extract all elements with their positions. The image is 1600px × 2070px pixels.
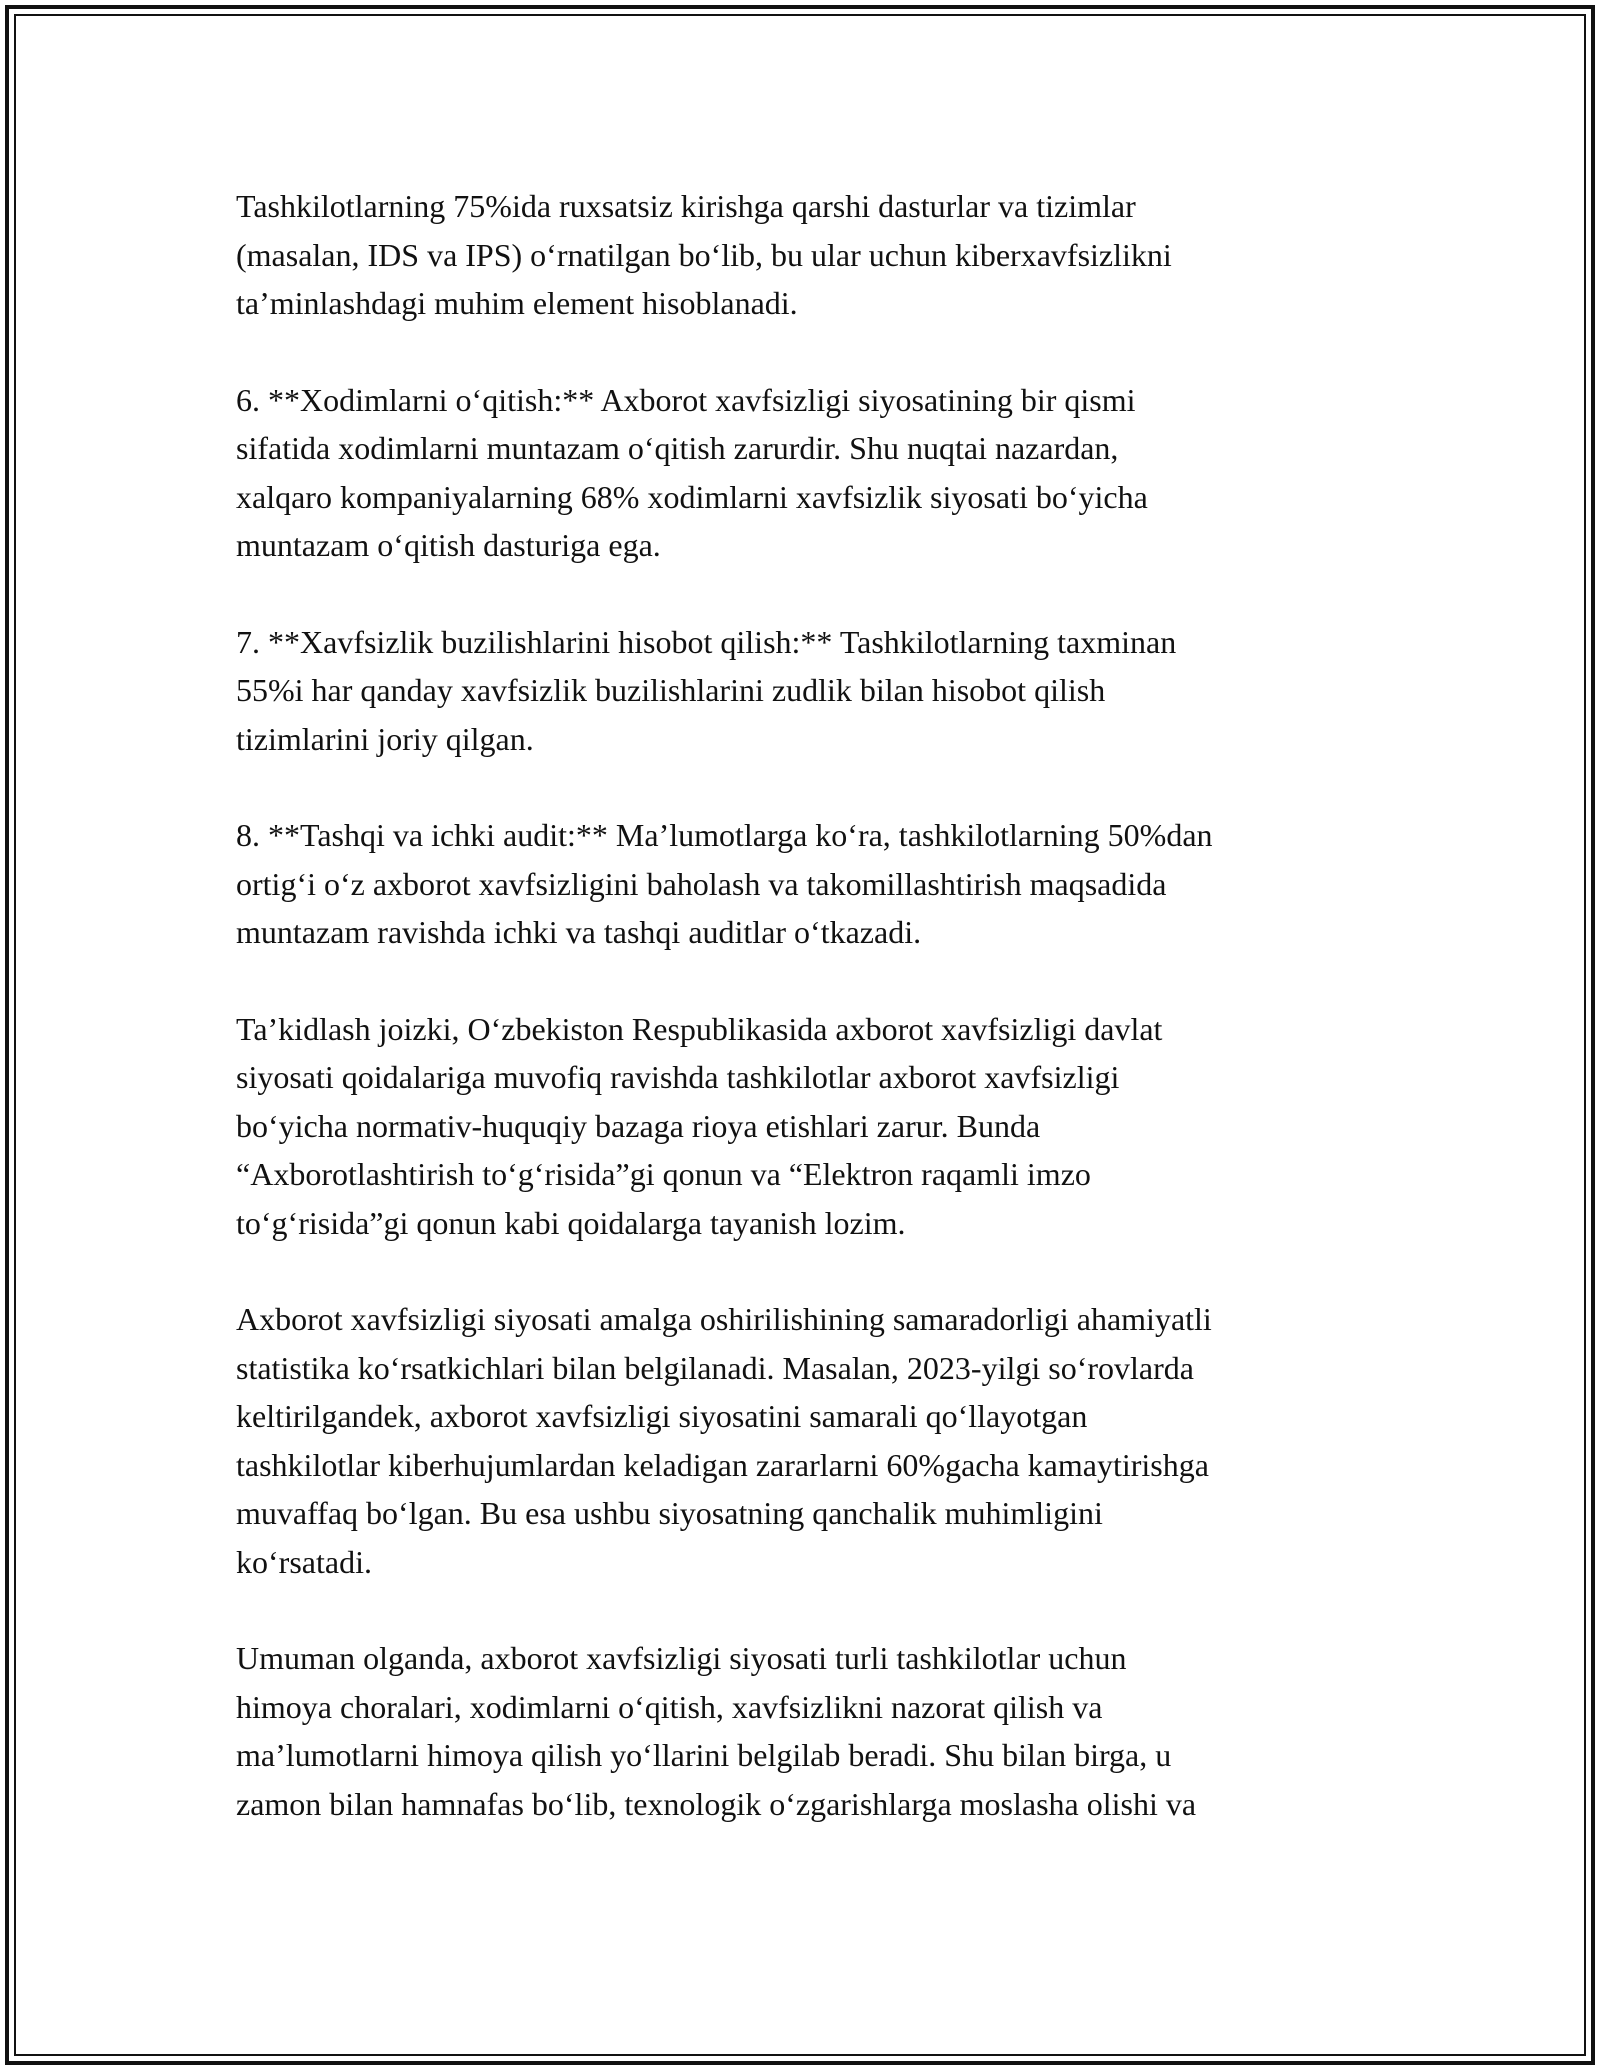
paragraph-staff-training [236,376,1396,570]
text-line: tashkilotlar kiberhujumlardan keladigan zararlarni 60%gacha kamaytirishga [236,1446,1209,1483]
text-line: 8. **Tashqi va ichki audit:** Ma’lumotlarga ko‘ra, tashkilotlarning 50%dan [236,817,1213,853]
text-line: ma’lumotlarni himoya qilish yo‘llarini belgilab beradi. Shu bilan birga, u [236,1737,1172,1773]
text-line: keltirilgandek, axborot xavfsizligi siyosatini samarali qo‘llayotgan [236,1398,1088,1434]
paragraph-audit [236,811,1396,957]
text-line: (masalan, IDS va IPS) o‘rnatilgan bo‘lib, bu ular uchun kiberxavfsizlikni [236,236,1172,273]
text-line: 6. **Xodimlarni o‘qitish:** Axborot xavfsizligi siyosatining bir qismi [236,381,1136,418]
text-line: “Axborotlashtirish to‘g‘risida”gi qonun va “Elektron raqamli imzo [236,1156,1091,1192]
text-line: 55%i har qanday xavfsizlik buzilishlarini zudlik bilan hisobot qilish [236,672,1106,708]
paragraph-breach-reporting [236,618,1396,764]
paragraph-conclusion [236,1634,1396,1828]
text-line: muvaffaq bo‘lgan. Bu esa ushbu siyosatning qanchalik muhimligini [236,1495,1103,1531]
text-line: ortig‘i o‘z axborot xavfsizligini baholash va takomillashtirish maqsadida [236,865,1167,902]
text-line: Tashkilotlarning 75%ida ruxsatsiz kirishga qarshi dasturlar va tizimlar [236,188,1136,224]
text-line: Axborot xavfsizligi siyosati amalga oshirilishining samaradorligi ahamiyatli [236,1301,1212,1337]
text-line: siyosati qoidalariga muvofiq ravishda tashkilotlar axborot xavfsizligi [236,1059,1120,1095]
text-line: sifatida xodimlarni muntazam o‘qitish zarurdir. Shu nuqtai nazardan, [236,430,1119,466]
document-body [236,182,1396,1876]
text-line: Ta’kidlash joizki, O‘zbekiston Respublikasida axborot xavfsizligi davlat [236,1010,1163,1047]
paragraph-effectiveness [236,1295,1396,1586]
paragraph-ids-ips [236,182,1396,328]
paragraph-legal-framework [236,1005,1396,1248]
text-line: Umuman olganda, axborot xavfsizligi siyosati turli tashkilotlar uchun [236,1640,1127,1676]
text-line: himoya choralari, xodimlarni o‘qitish, xavfsizlikni nazorat qilish va [236,1688,1103,1725]
text-line: zamon bilan hamnafas bo‘lib, texnologik o‘zgarishlarga moslasha olishi va [236,1785,1197,1822]
text-line: statistika ko‘rsatkichlari bilan belgilanadi. Masalan, 2023-yilgi so‘rovlarda [236,1349,1194,1386]
text-line: ta’minlashdagi muhim element hisoblanadi. [236,285,798,321]
text-line: 7. **Xavfsizlik buzilishlarini hisobot qilish:** Tashkilotlarning taxminan [236,623,1177,660]
text-line: ko‘rsatadi. [236,1543,372,1580]
text-line: to‘g‘risida”gi qonun kabi qoidalarga tayanish lozim. [236,1204,906,1241]
text-line: muntazam ravishda ichki va tashqi auditlar o‘tkazadi. [236,914,922,950]
text-line: muntazam o‘qitish dasturiga ega. [236,527,661,563]
text-line: xalqaro kompaniyalarning 68% xodimlarni xavfsizlik siyosati bo‘yicha [236,478,1148,515]
text-line: bo‘yicha normativ-huquqiy bazaga rioya etishlari zarur. Bunda [236,1107,1041,1144]
text-line: tizimlarini joriy qilgan. [236,720,534,757]
